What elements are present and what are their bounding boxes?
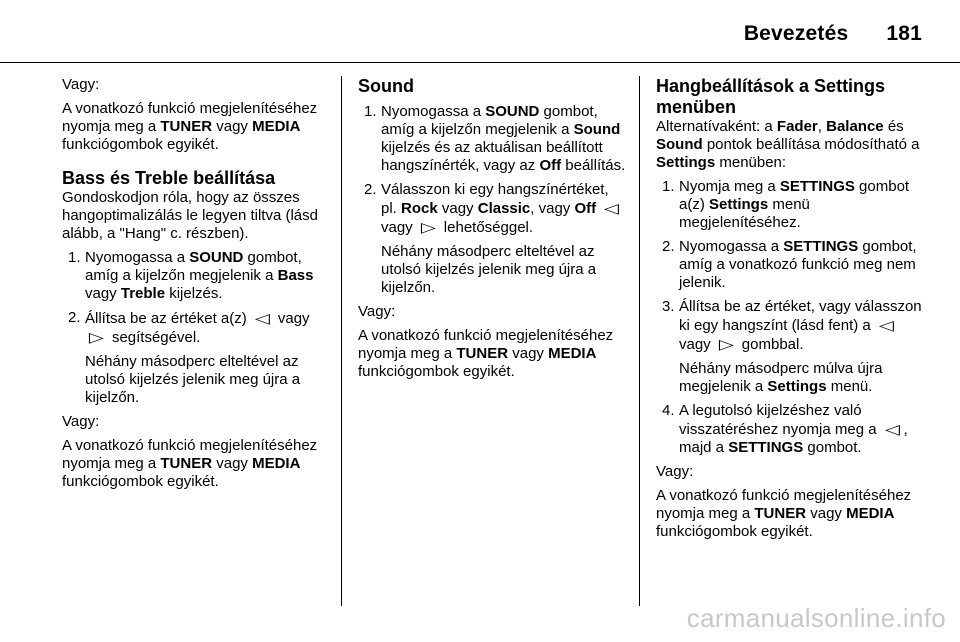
page-number: 181 — [886, 22, 922, 45]
paragraph: A vonatkozó funkció megjelenítéséhez nyomja meg a TUNER vagy MEDIA funkciógombok egyikét. — [656, 487, 912, 540]
list-item: 1. Nyomogassa a SOUND gombot, amíg a kijelzőn megjelenik a Sound kijelzés és az aktuálisan beállított hangszínérték, vagy az Off beállítás. — [364, 103, 626, 174]
column-divider — [341, 76, 342, 606]
list-item: 3. Állítsa be az értéket, vagy válasszon ki egy hangszínt (lásd fent) a ◁ vagy ▷ gombbal. Néhány másodperc múlva újra megjelenik a Settings menü. — [662, 298, 922, 395]
vagy-label: Vagy: — [358, 303, 396, 320]
vagy-label: Vagy: — [62, 76, 100, 93]
section-heading: Sound — [358, 76, 414, 96]
triangle-left-icon: ◁ — [878, 317, 894, 333]
list-item: 1. Nyomogassa a SOUND gombot, amíg a kijelzőn megjelenik a Bass vagy Treble kijelzés. — [68, 249, 314, 302]
intro-paragraph: Gondoskodjon róla, hogy az összes hangoptimalizálás le legyen tiltva (lásd alább, a "Hang" c. részben). — [62, 189, 318, 242]
triangle-right-icon: ▷ — [88, 329, 104, 345]
column-divider — [639, 76, 640, 606]
page-title: Bevezetés — [743, 22, 849, 45]
vagy-label: Vagy: — [62, 413, 100, 430]
steps-list — [358, 103, 628, 297]
paragraph: A vonatkozó funkció megjelenítéséhez nyomja meg a TUNER vagy MEDIA funkciógombok egyikét. — [358, 327, 614, 380]
triangle-left-icon: ◁ — [884, 421, 900, 437]
list-item: 2. Nyomogassa a SETTINGS gombot, amíg a vonatkozó funkció meg nem jelenik. — [662, 238, 917, 291]
triangle-right-icon: ▷ — [718, 336, 734, 352]
intro-paragraph: Alternatívaként: a Fader, Balance és Sound pontok beállítása módosítható a Settings menüben: — [656, 118, 920, 171]
column-1 — [62, 76, 332, 497]
triangle-left-icon: ◁ — [604, 200, 620, 216]
section-heading: Bass és Treble beállítása — [62, 168, 276, 188]
triangle-right-icon: ▷ — [420, 219, 436, 235]
column-3 — [656, 76, 926, 547]
paragraph: A vonatkozó funkció megjelenítéséhez nyomja meg a TUNER vagy MEDIA funkciógombok egyikét. — [62, 437, 318, 490]
vagy-label: Vagy: — [656, 463, 694, 480]
list-item: 1. Nyomja meg a SETTINGS gombot a(z) Settings menü megjelenítéséhez. — [662, 178, 910, 231]
column-2 — [358, 76, 628, 387]
header-rule — [0, 62, 960, 63]
list-item: 2. Válasszon ki egy hangszínértéket, pl. Rock vagy Classic, vagy Off ◁ vagy ▷ lehetőséggel. Néhány másodperc elteltével az utolsó kijelzés jelenik meg újra a kijelzőn. — [364, 181, 620, 296]
watermark: carmanualsonline.info — [686, 603, 946, 633]
triangle-left-icon: ◁ — [254, 310, 270, 326]
list-item: 2. Állítsa be az értéket a(z) ◁ vagy ▷ segítségével. Néhány másodperc elteltével az utolsó kijelzés jelenik meg újra a kijelzőn. — [68, 309, 310, 406]
page-header — [744, 22, 922, 46]
section-heading: Hangbeállítások a Settings menüben — [656, 76, 886, 117]
paragraph: A vonatkozó funkció megjelenítéséhez nyomja meg a TUNER vagy MEDIA funkciógombok egyikét. — [62, 100, 318, 153]
steps-list — [62, 249, 332, 407]
steps-list — [656, 178, 926, 457]
list-item: 4. A legutolsó kijelzéshez való visszatéréshez nyomja meg a ◁ , majd a SETTINGS gombot. — [662, 402, 908, 456]
